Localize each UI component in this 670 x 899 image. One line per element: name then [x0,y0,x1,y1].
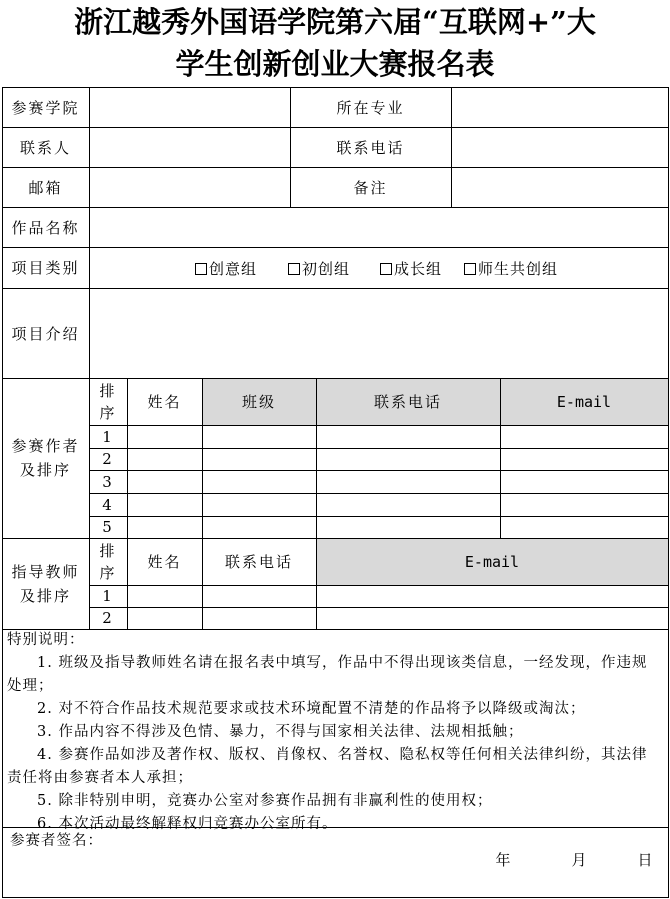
checkbox-icon[interactable] [195,263,207,275]
note-item: 5. 除非特别申明，竞赛办公室对参赛作品拥有非赢利性的使用权； [37,793,493,809]
author-class-header: 班级 [241,393,276,411]
teacher-row-number: 1 [102,587,114,605]
note-item: 3. 作品内容不得涉及色情、暴力，不得与国家相关法律、法规相抵触； [37,724,524,740]
author-order-header: 排 序 [99,381,117,422]
phone-field[interactable] [452,127,668,167]
author-row-number: 1 [102,427,114,446]
checkbox-icon[interactable] [464,263,476,275]
category-option-growth[interactable]: 成长组 [380,258,442,279]
major-field[interactable] [452,87,668,127]
intro-label: 项目介绍 [11,324,80,343]
signature-year: 年 [495,850,513,869]
college-label: 参赛学院 [11,98,80,117]
phone-label: 联系电话 [336,138,405,157]
author-name-header: 姓名 [147,393,182,411]
author-email-header: E-mail [556,392,612,411]
remark-field[interactable] [452,167,668,207]
checkbox-icon[interactable] [288,263,300,275]
teacher-phone-header: 联系电话 [224,553,293,571]
notes-heading: 特别说明： [7,632,85,648]
teacher-row-number: 2 [102,609,114,627]
email-field[interactable] [90,167,290,207]
teacher-order-header: 排 序 [99,541,117,582]
author-row-number: 2 [102,450,114,468]
author-phone-header: 联系电话 [373,393,442,411]
teacher-email-header: E-mail [464,552,520,571]
work-name-label: 作品名称 [11,218,80,237]
author-row-number: 3 [102,472,114,491]
intro-field[interactable] [90,288,668,378]
signature-field[interactable] [2,850,667,896]
teacher-name-header: 姓名 [147,553,182,571]
work-name-field[interactable] [90,207,668,247]
signature-label: 参赛者签名： [10,832,103,849]
form-title-line-1: 浙江越秀外国语学院第六届“互联网+”大 [74,5,596,39]
author-row-number: 4 [102,495,114,514]
note-item: 2. 对不符合作品技术规范要求或技术环境配置不清楚的作品将予以降级或淘汰； [37,701,586,717]
contact-label: 联系人 [19,138,71,157]
college-field[interactable] [90,87,290,127]
remark-label: 备注 [353,178,388,197]
contact-field[interactable] [90,127,290,167]
signature-month: 月 [571,850,589,869]
category-option-teacher-student[interactable]: 师生共创组 [464,258,558,279]
note-item: 4. 参赛作品如涉及著作权、版权、肖像权、名誉权、隐私权等任何相关法律纠纷，其法律责任将由参赛者本人承担； [7,747,648,786]
category-label: 项目类别 [11,259,80,277]
authors-label: 参赛作者 及排序 [11,437,80,479]
email-label: 邮箱 [28,178,63,197]
teachers-label: 指导教师 及排序 [11,562,80,605]
category-option-creative[interactable]: 创意组 [195,258,257,279]
note-item: 1. 班级及指导教师姓名请在报名表中填写，作品中不得出现该类信息，一经发现，作违规处理； [7,655,648,694]
form-title-line-2: 学生创新创业大赛报名表 [175,47,495,81]
author-row-number: 5 [102,518,114,536]
special-notes [7,629,662,836]
note-item: 6. 本次活动最终解释权归竞赛办公室所有。 [37,816,338,832]
major-label: 所在专业 [336,98,405,117]
signature-day: 日 [637,850,655,869]
checkbox-icon[interactable] [380,263,392,275]
category-option-startup[interactable]: 初创组 [288,258,350,279]
